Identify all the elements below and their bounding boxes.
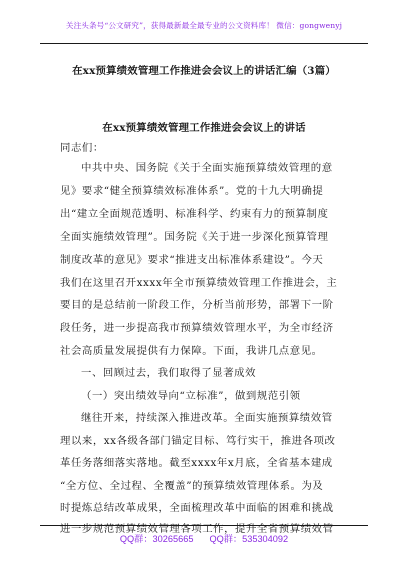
body-line: 时提炼总结改革成果，全面梳理改革中面临的困难和挑战	[60, 502, 334, 514]
heading-level1: 一、回顾过去，我们取得了显著成效	[81, 367, 257, 379]
salutation: 同志们：	[60, 142, 104, 154]
body-line: 出“建立全面规范透明、标准科学、约束有力的预算制度	[60, 208, 329, 220]
promo-banner: 关注头条号“公文研究”，获得最新最全最专业的公文资料库！ 微信：gongwenyj	[65, 21, 343, 30]
body-line: 制度改革的意见》要求“推进支出标准体系建设”。今天	[60, 254, 324, 266]
body-line: 全面实施绩效管理”。国务院《关于进一步深化预算管理	[60, 231, 329, 243]
body-line: 段任务，进一步提高我市预算绩效管理水平，为全市经济	[60, 322, 334, 334]
body-line: 中共中央、国务院《关于全面实施预算绩效管理的意	[81, 162, 333, 174]
qq-group2-number: 535304092	[242, 534, 289, 544]
qq-group2-label: QQ群：	[209, 534, 243, 544]
section-title: 在xx预算绩效管理工作推进会会议上的讲话	[102, 122, 306, 134]
body-line: 继往开来，持续深入推进改革。全面实施预算绩效管	[81, 412, 333, 424]
header-rule	[40, 43, 368, 44]
body-line: 要目的是总结前一阶段工作，分析当前形势，部署下一阶	[60, 299, 334, 311]
body-line: 理以来，xx各级各部门锚定目标、笃行实干，推进各项改	[60, 435, 336, 447]
body-line: “全方位、全过程、全覆盖”的预算绩效管理体系。为及	[60, 480, 324, 492]
heading-level2: （一）突出绩效导向“立标准”，做到规范引领	[81, 390, 301, 402]
body-line: 革任务落细落实落地。截至xxxx年x月底，全省基本建成	[60, 457, 333, 469]
body-line: 见》要求“健全预算绩效标准体系”。党的十九大明确提	[60, 185, 324, 197]
qq-group-label: QQ群：	[119, 534, 153, 544]
footer-rule	[40, 525, 368, 526]
qq-group-number: 30265665	[152, 534, 194, 544]
body-line: 进一步规范预算绩效管理各项工作，提升全省预算绩效管	[60, 523, 334, 535]
body-line: 我们在这里召开xxxx年全市预算绩效管理工作推进会，主	[60, 277, 338, 289]
body-line: 社会高质量发展提供有力保障。下面，我讲几点意见。	[60, 345, 323, 357]
footer-contact	[0, 531, 408, 545]
document-title: 在xx预算绩效管理工作推进会会议上的讲话汇编（3篇）	[72, 65, 336, 77]
